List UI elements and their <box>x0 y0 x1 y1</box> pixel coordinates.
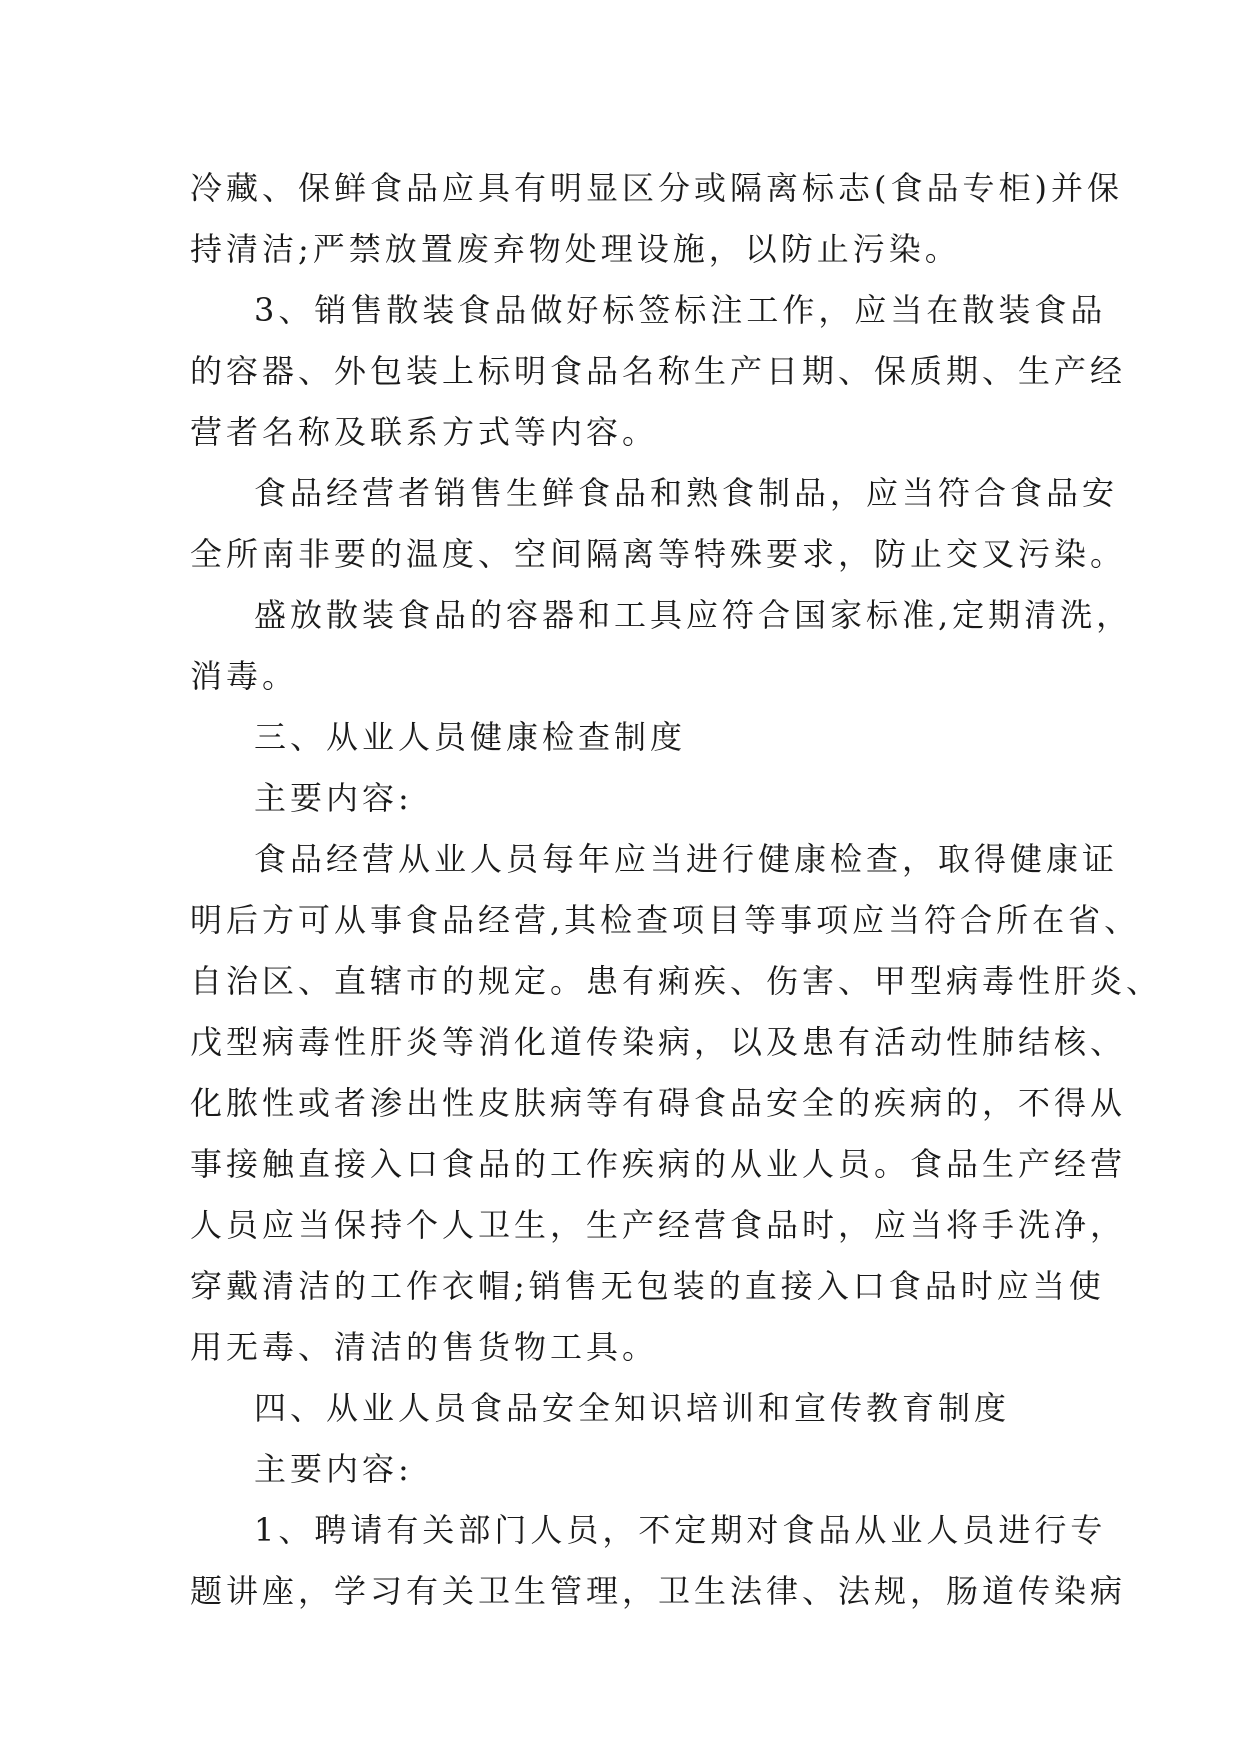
text-line: 消毒。 <box>190 657 299 695</box>
text-line: 营者名称及联系方式等内容。 <box>190 413 659 451</box>
text-line: 食品经营者销售生鲜食品和熟食制品，应当符合食品安 <box>254 474 1119 512</box>
text-line: 人员应当保持个人卫生，生产经营食品时，应当将手洗净， <box>190 1206 1127 1244</box>
text-line: 三、从业人员健康检查制度 <box>254 718 687 756</box>
text-line: 3、销售散装食品做好标签标注工作，应当在散装食品 <box>254 291 1107 329</box>
text-line: 主要内容: <box>254 779 413 817</box>
text-line: 自治区、直辖市的规定。患有痢疾、伤害、甲型病毒性肝炎、 <box>190 962 1163 1000</box>
text-line: 戊型病毒性肝炎等消化道传染病，以及患有活动性肺结核、 <box>190 1023 1127 1061</box>
text-line: 主要内容: <box>254 1450 413 1488</box>
text-line: 用无毒、清洁的售货物工具。 <box>190 1328 659 1366</box>
text-line: 明后方可从事食品经营,其检查项目等事项应当符合所在省、 <box>190 901 1141 939</box>
text-line: 事接触直接入口食品的工作疾病的从业人员。食品生产经营 <box>190 1145 1127 1183</box>
text-line: 题讲座，学习有关卫生管理，卫生法律、法规，肠道传染病 <box>190 1572 1127 1610</box>
text-line: 化脓性或者渗出性皮肤病等有碍食品安全的疾病的，不得从 <box>190 1084 1127 1122</box>
document-body <box>190 158 1163 1622</box>
text-line: 盛放散装食品的容器和工具应符合国家标准,定期清洗， <box>254 596 1133 634</box>
text-line: 冷藏、保鲜食品应具有明显区分或隔离标志(食品专柜)并保 <box>190 169 1123 207</box>
text-line: 全所南非要的温度、空间隔离等特殊要求，防止交叉污染。 <box>190 535 1127 573</box>
text-line: 的容器、外包装上标明食品名称生产日期、保质期、生产经 <box>190 352 1127 390</box>
text-line: 持清洁;严禁放置废弃物处理设施，以防止污染。 <box>190 230 961 268</box>
text-line: 食品经营从业人员每年应当进行健康检查，取得健康证 <box>254 840 1119 878</box>
text-line: 穿戴清洁的工作衣帽;销售无包装的直接入口食品时应当使 <box>190 1267 1105 1305</box>
text-line: 1、聘请有关部门人员，不定期对食品从业人员进行专 <box>254 1511 1107 1549</box>
text-line: 四、从业人员食品安全知识培训和宣传教育制度 <box>254 1389 1011 1427</box>
